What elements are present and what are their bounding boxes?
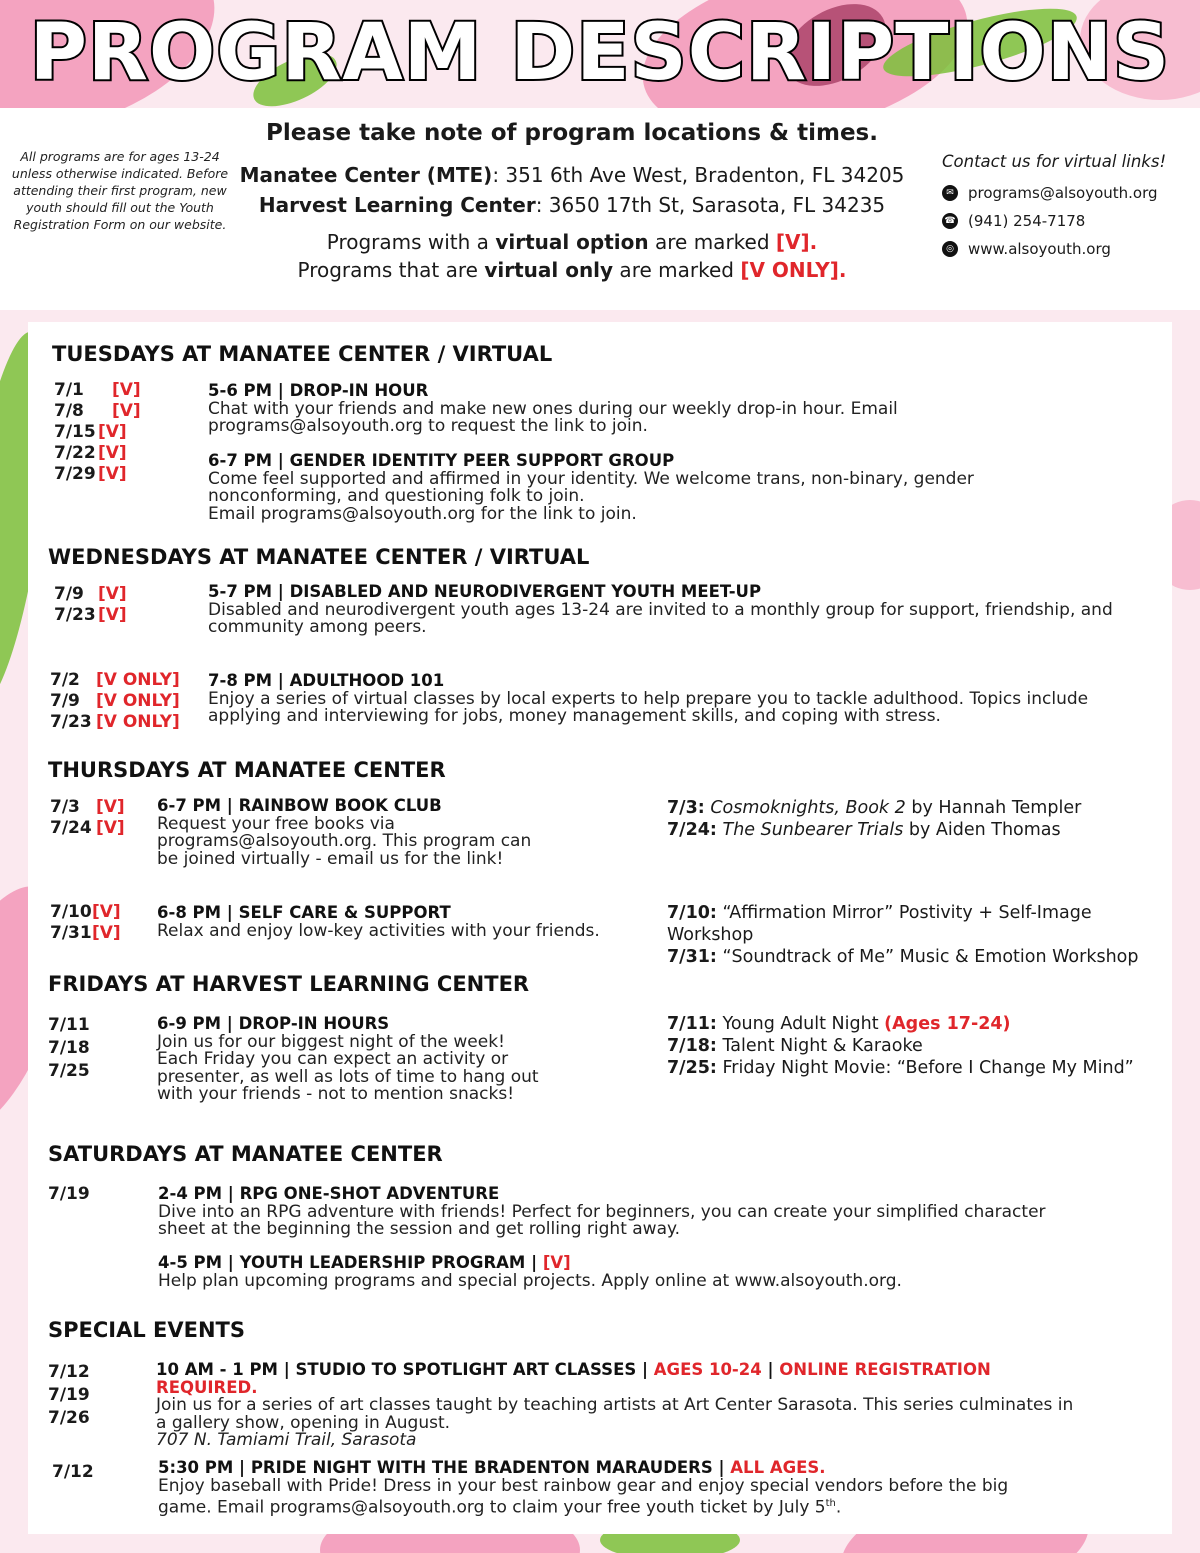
book-item [667, 797, 1167, 819]
legend-bold: virtual only [484, 258, 614, 282]
date: 7/29 [54, 464, 96, 484]
date: 7/31 [50, 923, 92, 943]
page-title: PROGRAM DESCRIPTIONS [29, 8, 1171, 98]
contact-phone[interactable] [942, 207, 1192, 235]
contact-email[interactable] [942, 179, 1192, 207]
date-row [50, 712, 180, 733]
date: 7/9 [50, 691, 80, 711]
friday-date: 7/25: [667, 1058, 717, 1078]
location-name: Harvest Learning Center [258, 193, 536, 217]
date: 7/9 [54, 584, 84, 604]
date-row [54, 401, 141, 422]
virtual-only-tag: [V ONLY] [96, 712, 180, 732]
date-row [54, 422, 141, 443]
superscript: th [825, 1498, 836, 1509]
date-row [52, 1462, 94, 1483]
virtual-tag: [V] [98, 464, 127, 484]
phone-text[interactable]: (941) 254-7178 [968, 212, 1086, 230]
event-self-care [157, 904, 647, 940]
event-title: 2-4 PM | RPG ONE-SHOT ADVENTURE [158, 1184, 500, 1203]
date-row [48, 1361, 90, 1384]
event-title-text: 10 AM - 1 PM | STUDIO TO SPOTLIGHT ART CLASSES | [156, 1360, 654, 1379]
event-neurodivergent-meetup [208, 583, 1158, 637]
date: 7/2 [50, 670, 80, 690]
date-row [54, 605, 127, 626]
date: 7/11 [48, 1015, 90, 1035]
thu-dates-1 [50, 797, 125, 839]
wed-dates-1 [54, 584, 127, 626]
date-row [50, 902, 121, 923]
virtual-tag: [V] [98, 443, 127, 463]
date-row [48, 1184, 90, 1205]
age-tag: AGES 10-24 [653, 1360, 762, 1379]
date-row [48, 1384, 90, 1407]
book-item [667, 819, 1167, 841]
location-address: : 3650 17th St, Sarasota, FL 34235 [535, 193, 886, 217]
date: 7/25 [48, 1061, 90, 1081]
friday-title: Friday Night Movie: “Before I Change My Mind” [716, 1058, 1134, 1078]
date: 7/19 [48, 1184, 90, 1204]
date-row [50, 691, 180, 712]
date-row [50, 670, 180, 691]
date: 7/3 [50, 797, 80, 817]
date: 7/10 [50, 902, 92, 922]
date-row [50, 923, 121, 944]
contact-box [942, 152, 1192, 263]
event-description: Enjoy a series of virtual classes by local experts to help prepare you to tackle adulthood. Topics include applying and interviewing for jobs, money management skills, and coping with stress. [208, 688, 1089, 726]
date: 7/12 [52, 1462, 94, 1482]
event-rpg-adventure [158, 1185, 1058, 1239]
event-gender-identity-group [208, 452, 1088, 523]
web-link[interactable]: www.alsoyouth.org [968, 240, 1111, 258]
event-description: Request your free books via programs@alsoyouth.org. This program can be joined virtually - email us for the link! [157, 813, 532, 869]
date: 7/15 [54, 422, 96, 442]
legend-bold: virtual option [495, 230, 649, 254]
friday-item [667, 1035, 1177, 1057]
date-row [54, 584, 127, 605]
virtual-tag: [V] [96, 797, 125, 817]
contact-heading: Contact us for virtual links! [942, 152, 1167, 171]
workshop-item [667, 946, 1167, 968]
date-row [54, 380, 141, 401]
event-rainbow-book-club [157, 797, 537, 868]
friday-nights-list [667, 1013, 1177, 1079]
fri-dates [48, 1014, 90, 1083]
event-title: 7-8 PM | ADULTHOOD 101 [208, 671, 445, 690]
workshop-date: 7/31: [667, 947, 717, 967]
section-wednesdays: WEDNESDAYS AT MANATEE CENTER / VIRTUAL [48, 545, 590, 569]
virtual-tag: [V] [112, 401, 141, 421]
date: 7/19 [48, 1385, 90, 1405]
book-author: by Hannah Templer [905, 798, 1082, 818]
legend-text: are marked [648, 230, 776, 254]
virtual-tag: [V] [98, 422, 127, 442]
event-description: Come feel supported and affirmed in your identity. We welcome trans, non-binary, gender nonconforming, and questioning folk to join. [208, 468, 974, 506]
virtual-tag: [V] [98, 605, 127, 625]
registration-tag: ONLINE REGISTRATION REQUIRED. [156, 1360, 991, 1397]
workshop-item [667, 902, 1167, 946]
wed-dates-2 [50, 670, 180, 733]
event-title: 5-7 PM | DISABLED AND NEURODIVERGENT YOUTH MEET-UP [208, 582, 762, 601]
date-row [48, 1014, 90, 1037]
section-saturdays: SATURDAYS AT MANATEE CENTER [48, 1142, 443, 1166]
date-row [54, 464, 141, 485]
event-location: 707 N. Tamiami Trail, Sarasota [156, 1430, 417, 1450]
date: 7/1 [54, 380, 84, 400]
event-adulthood-101 [208, 672, 1108, 726]
friday-item [667, 1057, 1177, 1079]
event-title: 6-7 PM | GENDER IDENTITY PEER SUPPORT GROUP [208, 451, 675, 470]
event-youth-leadership [158, 1254, 1058, 1290]
event-title [158, 1254, 1058, 1272]
event-description: Chat with your friends and make new ones during our weekly drop-in hour. Email programs@alsoyouth.org to request the link to join. [208, 398, 898, 436]
location-manatee [232, 160, 912, 190]
legend-text: Programs that are [297, 258, 485, 282]
friday-title: Talent Night & Karaoke [716, 1036, 923, 1056]
date-row [50, 797, 125, 818]
location-harvest [232, 190, 912, 220]
date: 7/26 [48, 1408, 90, 1428]
section-special-events: SPECIAL EVENTS [48, 1318, 245, 1342]
book-title: The Sunbearer Trials [722, 820, 904, 840]
virtual-option-line [232, 228, 912, 256]
location-info [232, 120, 912, 284]
date: 7/12 [48, 1362, 90, 1382]
virtual-legend [232, 228, 912, 284]
virtual-only-tag: [V ONLY] [96, 691, 180, 711]
special-dates-2 [52, 1462, 94, 1483]
event-title: 5-6 PM | DROP-IN HOUR [208, 381, 429, 400]
book-date: 7/24: [667, 820, 717, 840]
thu-dates-2 [50, 902, 121, 944]
date-row [48, 1060, 90, 1083]
event-description: Enjoy baseball with Pride! Dress in your best rainbow gear and enjoy special vendors before the big game. Email programs@alsoyouth.org to claim your free youth ticket by July 5 [158, 1475, 1009, 1518]
sat-dates [48, 1184, 90, 1205]
friday-title: Young Adult Night [716, 1014, 885, 1034]
date-row [50, 818, 125, 839]
event-friday-drop-in [157, 1015, 547, 1104]
event-description: Dive into an RPG adventure with friends! Perfect for beginners, you can create your simplified character sheet at the beginning the session and get rolling right away. [158, 1201, 1046, 1239]
virtual-tag: [V] [96, 818, 125, 838]
virtual-tag: [V]. [775, 230, 818, 254]
date-row [54, 443, 141, 464]
friday-date: 7/11: [667, 1014, 717, 1034]
legend-text: Programs with a [326, 230, 496, 254]
virtual-only-tag: [V ONLY]. [740, 258, 847, 282]
virtual-tag: [V] [92, 923, 121, 943]
date: 7/8 [54, 401, 84, 421]
virtual-tag: [V] [98, 584, 127, 604]
event-description: Join us for our biggest night of the week! Each Friday you can expect an activity or presenter, as well as lots of time to hang out with your friends - not to mention snacks! [157, 1031, 539, 1104]
date-row [48, 1407, 90, 1430]
separator: | [761, 1360, 780, 1379]
date: 7/18 [48, 1038, 90, 1058]
contact-web[interactable] [942, 235, 1192, 263]
event-description: Disabled and neurodivergent youth ages 13-24 are invited to a monthly group for support, friendship, and community among peers. [208, 599, 1113, 637]
section-fridays: FRIDAYS AT HARVEST LEARNING CENTER [48, 972, 530, 996]
event-drop-in-hour [208, 382, 988, 436]
friday-item [667, 1013, 1177, 1035]
location-address: : 351 6th Ave West, Bradenton, FL 34205 [492, 163, 905, 187]
event-art-classes [156, 1361, 1076, 1450]
workshop-title: “Soundtrack of Me” Music & Emotion Workshop [716, 947, 1139, 967]
event-title: 6-9 PM | DROP-IN HOURS [157, 1014, 390, 1033]
event-title-text: 4-5 PM | YOUTH LEADERSHIP PROGRAM | [158, 1253, 543, 1272]
location-name: Manatee Center (MTE) [239, 163, 493, 187]
event-title: 6-8 PM | SELF CARE & SUPPORT [157, 903, 451, 922]
event-title [156, 1361, 1076, 1396]
book-date: 7/3: [667, 798, 705, 818]
virtual-only-tag: [V ONLY] [96, 670, 180, 690]
date: 7/24 [50, 818, 92, 838]
punctuation: . [835, 1497, 842, 1518]
event-pride-night [158, 1459, 1058, 1517]
special-dates-1 [48, 1361, 90, 1430]
virtual-only-line [232, 256, 912, 284]
virtual-tag: [V] [542, 1253, 571, 1272]
age-tag: (Ages 17-24) [884, 1014, 1011, 1034]
workshop-date: 7/10: [667, 903, 717, 923]
event-description: Join us for a series of art classes taught by teaching artists at Art Center Sarasota. This series culminates in a gallery show, opening in August. [156, 1395, 1074, 1433]
book-author: by Aiden Thomas [903, 820, 1061, 840]
date-row [48, 1037, 90, 1060]
mail-icon: ✉ [942, 185, 958, 201]
workshop-title: “Affirmation Mirror” Postivity + Self-Image Workshop [667, 903, 1092, 945]
virtual-tag: [V] [92, 902, 121, 922]
age-tag: ALL AGES. [730, 1458, 826, 1477]
section-thursdays: THURSDAYS AT MANATEE CENTER [48, 758, 446, 782]
event-description: Email programs@alsoyouth.org for the link to join. [208, 503, 637, 524]
virtual-tag: [V] [112, 380, 141, 400]
email-text[interactable]: programs@alsoyouth.org [968, 184, 1158, 202]
date: 7/22 [54, 443, 96, 463]
book-title: Cosmoknights, Book 2 [710, 798, 906, 818]
globe-icon: ◎ [942, 241, 958, 257]
workshop-list [667, 902, 1167, 968]
event-title: 6-7 PM | RAINBOW BOOK CLUB [157, 796, 442, 815]
event-title-text: 5:30 PM | PRIDE NIGHT WITH THE BRADENTON MARAUDERS | [158, 1458, 731, 1477]
phone-icon: ☎ [942, 213, 958, 229]
legend-text: are marked [613, 258, 741, 282]
book-list [667, 797, 1167, 841]
event-title [158, 1459, 1058, 1477]
locations-heading: Please take note of program locations & times. [266, 120, 878, 146]
event-description: Relax and enjoy low-key activities with your friends. [157, 920, 600, 941]
tue-dates [54, 380, 141, 485]
friday-date: 7/18: [667, 1036, 717, 1056]
event-description: Help plan upcoming programs and special projects. Apply online at www.alsoyouth.org. [158, 1270, 902, 1291]
date: 7/23 [54, 605, 96, 625]
section-tuesdays: TUESDAYS AT MANATEE CENTER / VIRTUAL [52, 342, 553, 366]
date: 7/23 [50, 712, 92, 732]
age-note: All programs are for ages 13-24 unless otherwise indicated. Before attending their first program, new youth should fill out the Youth Registration Form on our website. [11, 149, 229, 232]
